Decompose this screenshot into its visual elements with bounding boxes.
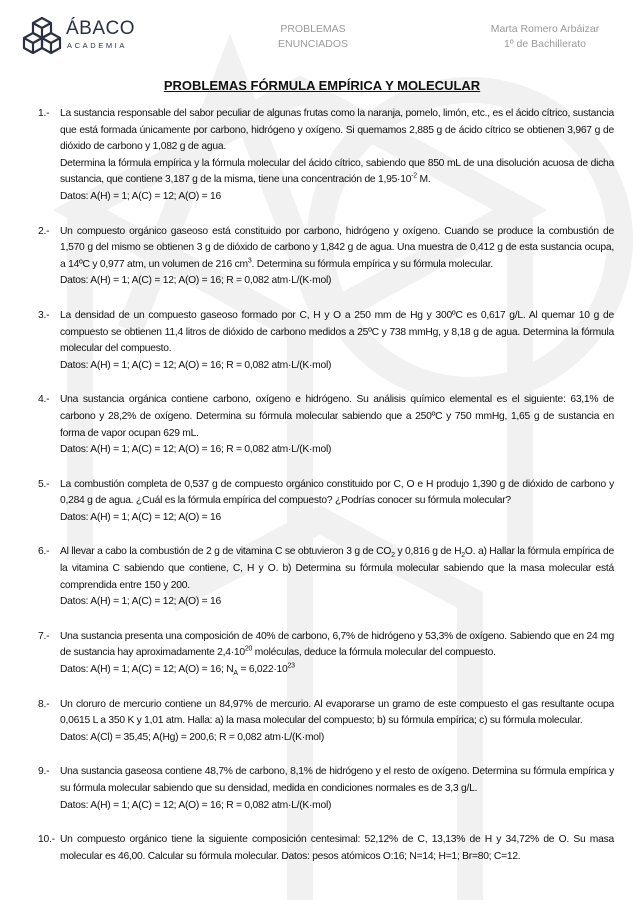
problem-data	[60, 594, 614, 611]
text-segment: Al llevar a cabo la combustión de 2 g de vitamina C se obtuvieron 3 g de CO	[60, 546, 392, 558]
text-segment: 2	[391, 552, 395, 560]
problem-item	[38, 224, 614, 290]
text-segment: Datos: A(H) = 1; A(C) = 12; A(O) = 16; R = 0,082 atm·L/(K·mol)	[60, 275, 332, 287]
header-section-line1: PROBLEMAS	[280, 23, 346, 35]
text-segment: La sustancia responsable del sabor peculiar de algunas frutas como la naranja, pomelo, limón, etc., es el ácido cítrico, sustancia que está formada únicamente por carbono, hidrógeno y oxígeno. Si quemamos 2,885 g de ácido cítrico se obtienen 3,967 g de dióxido de carbono y 1,082 g de agua.	[60, 108, 614, 153]
page-title: PROBLEMAS FÓRMULA EMPÍRICA Y MOLECULAR	[163, 78, 481, 93]
logo-subtitle: ACADEMIA	[67, 41, 127, 50]
page-header	[0, 0, 644, 70]
header-section-line2: ENUNCIADOS	[277, 38, 348, 50]
text-segment: Datos: A(H) = 1; A(C) = 12; A(O) = 16	[60, 596, 222, 608]
text-segment: Datos: A(H) = 1; A(C) = 12; A(O) = 16; R = 0,082 atm·L/(K·mol)	[60, 799, 332, 811]
text-segment: Datos: A(H) = 1; A(C) = 12; A(O) = 16; R = 0,082 atm·L/(K·mol)	[60, 359, 332, 371]
text-segment: O. a) Hallar la fórmula empírica de la vitamina C sabiendo que contiene, C, H y O. b) Determina su fórmula molecular sabiendo que la masa molecular está comprendida entre 150 y 200.	[60, 546, 614, 591]
course-name: 1º de Bachillerato	[503, 38, 587, 50]
text-segment: Una sustancia gaseosa contiene 48,7% de carbono, 8,1% de hidrógeno y el resto de oxígeno. Determina su fórmula empírica y su fórmula molecular sabiendo que su densidad, medida en condiciones normales es de 3,3 g/L.	[60, 766, 614, 794]
problem-number: 6.-	[38, 546, 50, 558]
problem-item	[38, 477, 614, 527]
problem-number: 7.-	[38, 630, 50, 642]
problem-number: 5.-	[38, 478, 50, 490]
problem-data	[60, 442, 614, 459]
problem-number: 10.-	[38, 834, 55, 846]
problem-number: 3.-	[38, 309, 50, 321]
text-segment: -2	[411, 172, 417, 180]
problem-number: 1.-	[38, 108, 50, 119]
problem-data	[60, 358, 614, 375]
text-segment: A	[233, 670, 238, 678]
problem-item	[38, 544, 614, 610]
problem-data	[60, 730, 614, 747]
text-segment: 3	[247, 257, 252, 265]
text-segment: Datos: A(H) = 1; A(C) = 12; A(O) = 16	[60, 190, 222, 202]
problem-item	[38, 392, 614, 458]
problem-item	[38, 106, 614, 206]
text-segment: = 6,022·10	[237, 664, 288, 676]
text-segment: La combustión completa de 0,537 g de compuesto orgánico constituido por C, O e H produjo 1,390 g de dióxido de carbono y 0,284 g de agua. ¿Cuál es la fórmula empírica del compuesto? ¿Podrías conocer su fórmula molecular?	[60, 478, 614, 507]
text-segment: Un compuesto orgánico tiene la siguiente composición centesimal: 52,12% de C, 13,13% de H y 34,72% de O. Su masa molecular es 46,00. Calcular su fórmula molecular. Datos: pesos atómicos O:16; N=14; H=1; Br=80; C=12.	[60, 834, 614, 862]
text-segment: Datos: A(H) = 1; A(C) = 12; A(O) = 16; N	[60, 664, 234, 676]
text-segment: Datos: A(H) = 1; A(C) = 12; A(O) = 16; R = 0,082 atm·L/(K·mol)	[60, 444, 332, 456]
problem-item	[38, 629, 614, 679]
text-segment: 20	[244, 646, 253, 654]
header-author-block	[470, 22, 620, 52]
problem-data	[60, 273, 614, 290]
problem-text	[60, 764, 614, 797]
logo-name: ÁBACO	[66, 18, 136, 39]
problem-text	[60, 392, 614, 442]
text-segment: . Determina su fórmula empírica y su fórmula molecular.	[251, 258, 493, 270]
problem-data	[60, 510, 614, 527]
problem-text	[60, 544, 614, 594]
text-segment: y 0,816 g de H	[394, 546, 462, 558]
problem-text	[60, 832, 614, 865]
problem-text	[60, 629, 614, 662]
problem-text	[60, 308, 614, 358]
text-segment: Un cloruro de mercurio contiene un 84,97% de mercurio. Al evaporarse un gramo de este compuesto el gas resultante ocupa 0,0615 L a 350 K y 1,01 atm. Halla: a) la masa molecular del compuesto; b) su fórmula empírica; c) su fórmula molecular.	[60, 698, 614, 727]
problem-item	[38, 764, 614, 814]
problem-text	[60, 224, 614, 274]
problem-number: 2.-	[38, 225, 50, 237]
problem-data	[60, 189, 614, 206]
text-segment: Datos: A(H) = 1; A(C) = 12; A(O) = 16	[60, 511, 222, 523]
problem-data	[60, 798, 614, 815]
problem-number: 9.-	[38, 766, 50, 778]
text-segment: Una sustancia presenta una composición de 40% de carbono, 6,7% de hidrógeno y 53,3% de oxígeno. Sabiendo que en 24 mg de sustancia hay aproximadamente 2,4·10	[60, 630, 614, 659]
abaco-cubes-logo-icon	[22, 16, 62, 56]
text-segment: La densidad de un compuesto gaseoso formado por C, H y O a 250 mm de Hg y 300ºC es 0,617 g/L. Al quemar 10 g de compuesto se obtienen 11,4 litros de dióxido de carbono medidos a 25ºC y 738 mmHg, y 8,18 g de agua. Determina la fórmula molecular del compuesto.	[60, 309, 614, 355]
text-segment: Un compuesto orgánico gaseoso está constituido por carbono, hidrógeno y oxígeno. Cuando se produce la combustión de 1,570 g del mismo se obtienen 3 g de dióxido de carbono y 1,842 g de agua. Una muestra de 0,412 g de esta sustancia ocupa, a 14ºC y 0,977 atm, un volumen de 216 cm	[60, 225, 614, 270]
problem-item	[38, 832, 614, 865]
problem-data	[60, 662, 614, 679]
problem-item	[38, 697, 614, 747]
text-segment: Una sustancia orgánica contiene carbono, oxígeno e hidrógeno. Su análisis químico elemental es el siguiente: 63,1% de carbono y 28,2% de oxígeno. Determina su fórmula molecular sabiendo que a 250ºC y 750 mmHg, 1,65 g de sustancia en forma de vapor ocupan 629 mL.	[60, 394, 614, 439]
problem-number: 8.-	[38, 698, 50, 710]
text-segment: M.	[416, 174, 431, 186]
problem-text	[60, 697, 614, 730]
text-segment: Determina la fórmula empírica y la fórmula molecular del ácido cítrico, sabiendo que 850 mL de una disolución acuosa de dicha sustancia, que contiene 3,187 g de la misma, tiene una concentración de 1,95·10	[60, 157, 614, 186]
text-segment: 23	[287, 662, 295, 670]
problem-text	[60, 156, 614, 189]
text-segment: moléculas, deduce la fórmula molecular del compuesto.	[252, 647, 496, 659]
header-section	[253, 22, 373, 52]
problem-text	[60, 477, 614, 510]
problem-text	[60, 106, 614, 156]
problem-number: 4.-	[38, 394, 50, 406]
text-segment: 2	[461, 552, 465, 560]
text-segment: Datos: A(Cl) = 35,45; A(Hg) = 200,6; R = 0,082 atm·L/(K·mol)	[60, 731, 324, 743]
problem-item	[38, 308, 614, 374]
author-name: Marta Romero Arbáizar	[490, 23, 600, 35]
problem-list	[38, 106, 614, 883]
